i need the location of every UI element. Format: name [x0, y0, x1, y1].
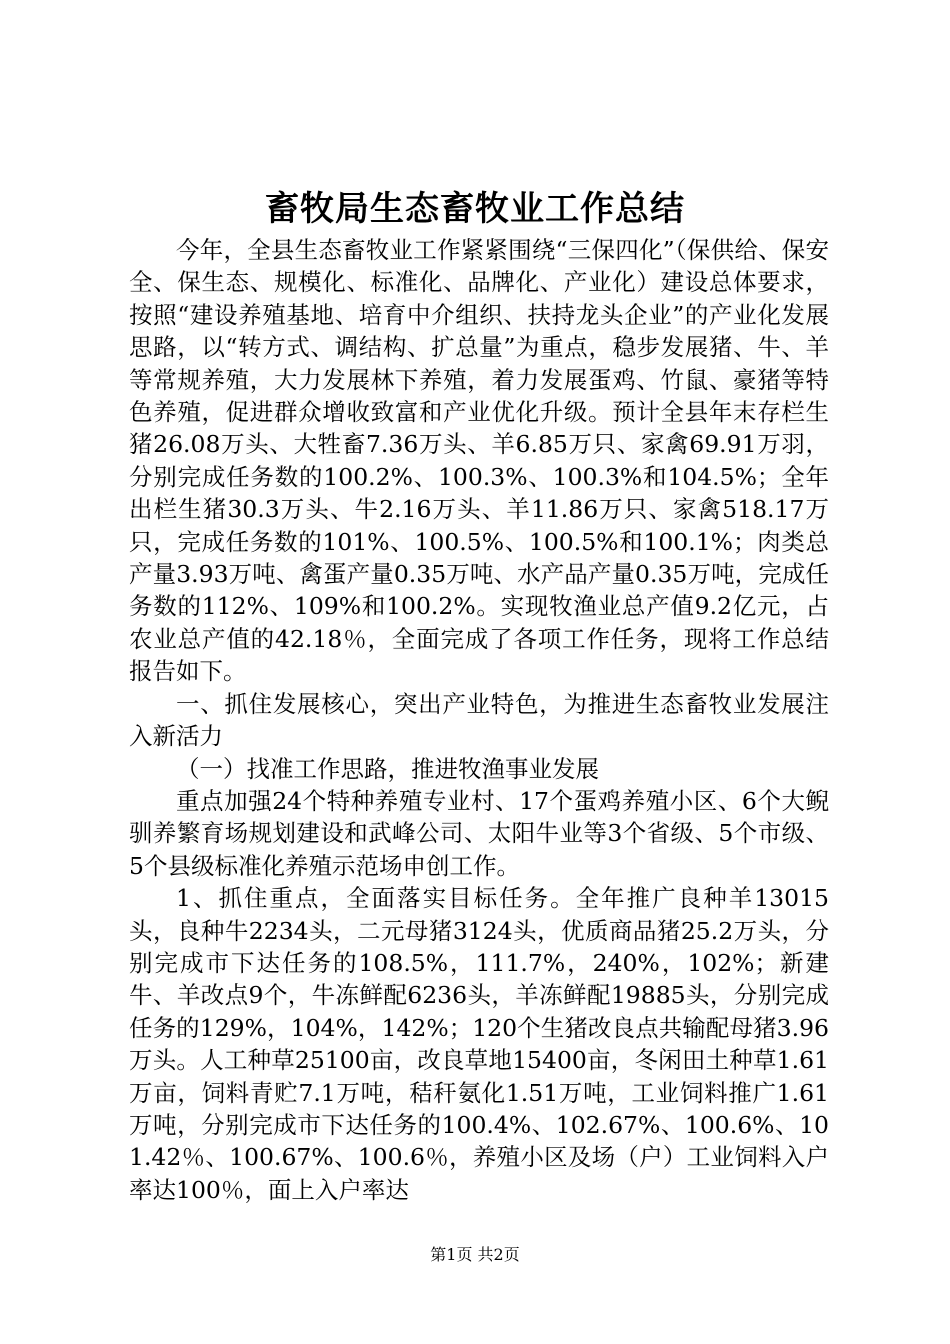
paragraph-targets: 1、抓住重点，全面落实目标任务。全年推广良种羊13015头，良种牛2234头，二元母猪3124头，优质商品猪25.2万头，分别完成市下达任务的108.5%，111.7%，240%，102%；新建牛、羊改点9个，牛冻鲜配6236头，羊冻鲜配19885头，分别完成任务的129%，104%，142%；120个生猪改良点共输配母猪3.96万头。人工种草25100亩，改良草地15400亩，冬闲田土种草1.61万亩，饲料青贮7.1万吨，秸秆氨化1.51万吨，工业饲料推广1.61万吨，分别完成市下达任务的100.4%、102.67%、100.6%、101.42％、100.67%、100.6％，养殖小区及场（户）工业饲料入户率达100％，面上入户率达 [129, 884, 829, 1204]
heading-section-1: 一、抓住发展核心，突出产业特色，为推进生态畜牧业发展注入新活力 [129, 689, 829, 751]
document-title: 畜牧局生态畜牧业工作总结 [265, 189, 685, 229]
heading-subsection-1: （一）找准工作思路，推进牧渔事业发展 [176, 754, 599, 783]
paragraph-key-work: 重点加强24个特种养殖专业村、17个蛋鸡养殖小区、6个大鲵驯养繁育场规划建设和武峰公司、太阳牛业等3个省级、5个市级、5个县级标准化养殖示范场申创工作。 [129, 786, 829, 880]
document-body [129, 234, 829, 1206]
page-footer: 第1页 共2页 [430, 1245, 520, 1264]
paragraph-intro: 今年，全县生态畜牧业工作紧紧围绕“三保四化”（保供给、保安全、保生态、规模化、标准化、品牌化、产业化）建设总体要求，按照“建设养殖基地、培育中介组织、扶持龙头企业”的产业化发展思路，以“转方式、调结构、扩总量”为重点，稳步发展猪、牛、羊等常规养殖，大力发展林下养殖，着力发展蛋鸡、竹鼠、豪猪等特色养殖，促进群众增收致富和产业优化升级。预计全县年末存栏生猪26.08万头、大牲畜7.36万头、羊6.85万只、家禽69.91万羽，分别完成任务数的100.2%、100.3%、100.3%和104.5%；全年出栏生猪30.3万头、牛2.16万头、羊11.86万只、家禽518.17万只，完成任务数的101%、100.5%、100.5%和100.1%；肉类总产量3.93万吨、禽蛋产量0.35万吨、水产品产量0.35万吨，完成任务数的112%、109%和100.2%。实现牧渔业总产值9.2亿元，占农业总产值的42.18％，全面完成了各项工作任务，现将工作总结报告如下。 [129, 236, 829, 686]
